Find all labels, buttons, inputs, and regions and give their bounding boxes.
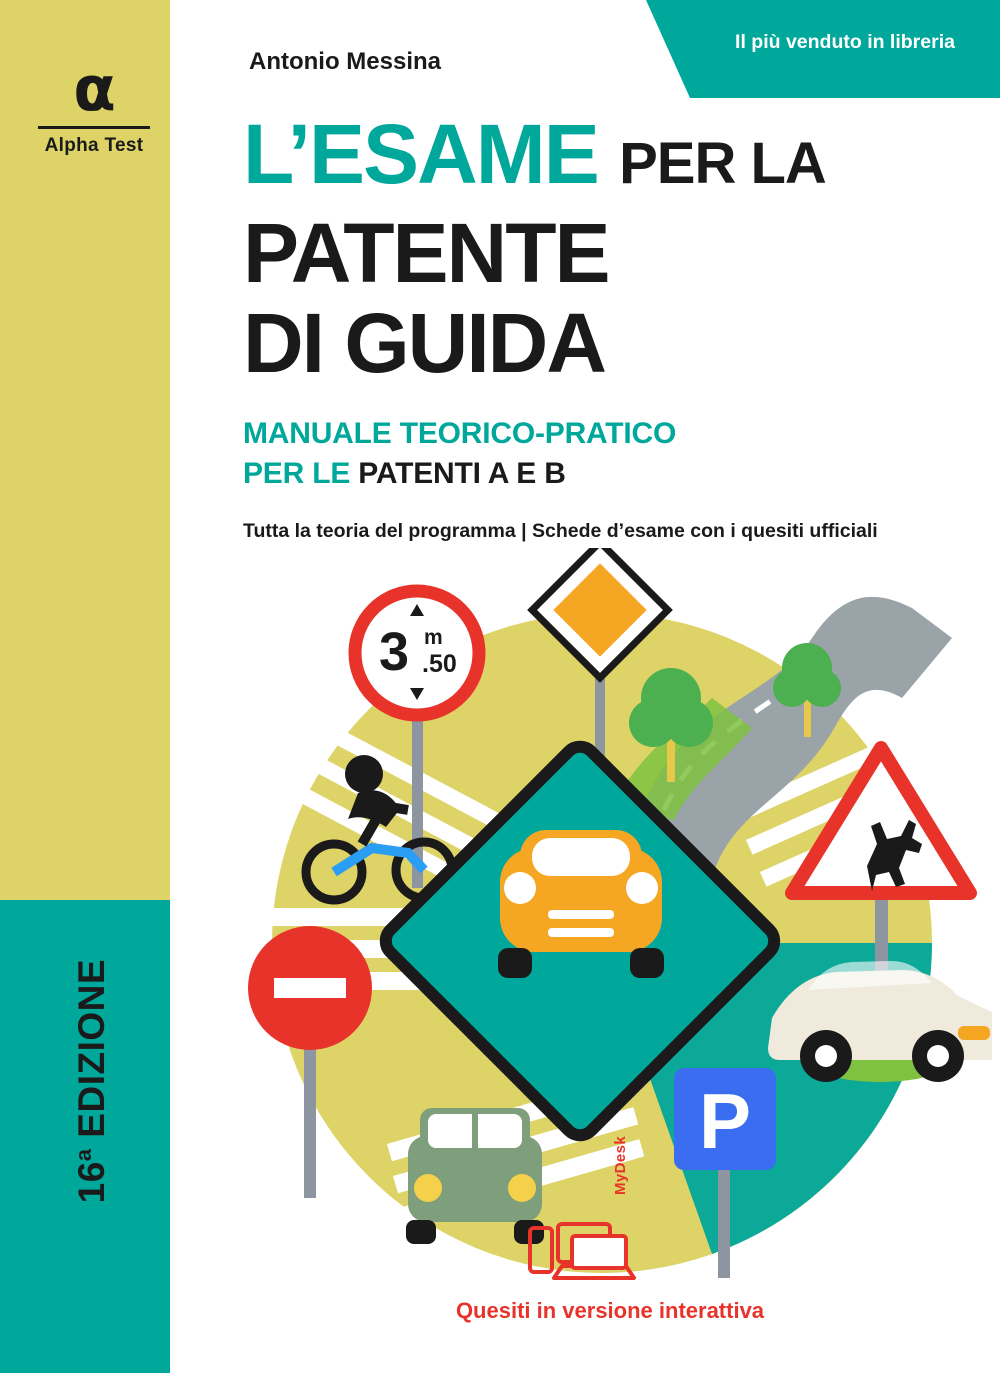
mydesk-devices-icon xyxy=(528,1222,638,1284)
subtitle-block xyxy=(243,414,973,494)
subtitle-line-1: MANUALE TEORICO-PRATICO xyxy=(243,417,677,450)
title-block xyxy=(243,107,973,543)
tagline: Tutta la teoria del programma | Schede d’esame con i quesiti ufficiali xyxy=(243,520,878,542)
cover-illustration xyxy=(212,548,992,1288)
title-accent: L’ESAME xyxy=(243,107,598,201)
svg-text:m: m xyxy=(424,626,443,649)
title-line-3: DI GUIDA xyxy=(243,296,605,390)
title-line-1-rest: PER LA xyxy=(619,131,826,196)
mydesk-label: MyDesk xyxy=(612,1135,629,1195)
svg-text:P: P xyxy=(698,1077,752,1165)
interactive-note: Quesiti in versione interattiva xyxy=(455,1298,765,1323)
svg-text:.50: .50 xyxy=(422,650,457,678)
spine-divider xyxy=(170,0,192,1373)
edition-label xyxy=(71,931,113,1231)
subtitle-dark: PATENTI A E B xyxy=(358,457,566,490)
subtitle-accent: PER LE xyxy=(243,457,351,490)
badge-notch xyxy=(646,0,690,98)
title-line-2: PATENTE xyxy=(243,206,609,300)
edition-ordinal: a xyxy=(70,1148,96,1162)
author-name: Antonio Messina xyxy=(249,48,442,75)
svg-text:3: 3 xyxy=(378,622,410,682)
subtitle-line-2 xyxy=(243,454,973,494)
edition-word: EDIZIONE xyxy=(71,958,113,1138)
title-line-1 xyxy=(243,107,973,208)
alpha-icon: α xyxy=(73,52,115,125)
edition-number: 16 xyxy=(71,1161,113,1204)
publisher-name: Alpha Test xyxy=(44,135,144,156)
logo-divider xyxy=(38,126,150,129)
bestseller-badge: Il più venduto in libreria xyxy=(690,0,1000,98)
publisher-logo xyxy=(30,52,158,157)
